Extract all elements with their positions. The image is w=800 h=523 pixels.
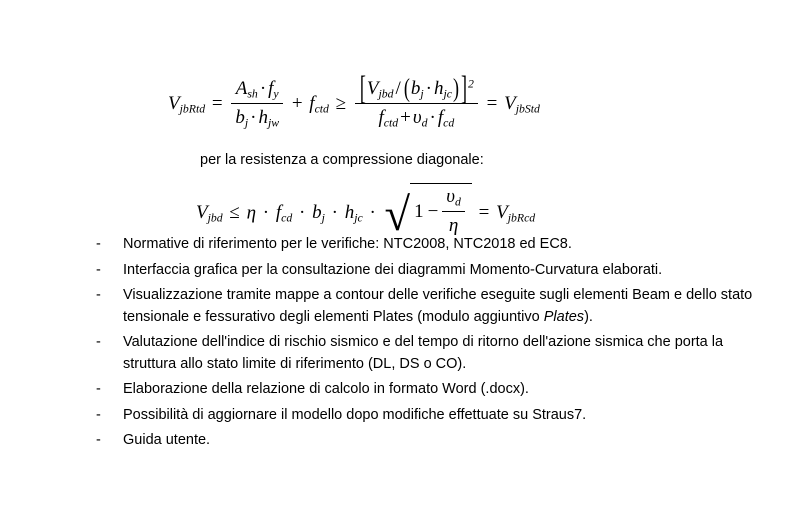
eq1-plus: + [291, 93, 303, 115]
eq2-bj: $b_j$ [312, 202, 325, 225]
eq1-fraction-2 [355, 69, 478, 131]
eq2-dot4: · [369, 202, 376, 224]
list-item [96, 332, 756, 375]
equation-joint-shear-resistance [168, 69, 540, 132]
sqrt-icon: √ [384, 190, 411, 242]
list-item-text-segment: Valutazione dell'indice di rischio sismico e del tempo di ritorno dell'azione sismica che porta la struttura allo stato limite di riferimento (DL, DS o CO). [123, 334, 724, 372]
eq2-dot2: · [299, 202, 306, 224]
list-item-text [123, 260, 756, 282]
list-item-marker: - [96, 261, 101, 278]
list-item-text [123, 379, 756, 401]
list-item [96, 405, 756, 427]
eq2-fraction-numerator: $\upsilon_d$ [442, 185, 465, 212]
eq2-fraction-denominator: η [448, 215, 459, 237]
eq2-sqrt-body: 1 − $\frac{\upsilon_d}{\eta}$ [410, 183, 472, 239]
list-item-marker: - [96, 432, 101, 448]
eq2-leq: ≤ [229, 202, 240, 224]
list-item-text-segment: Guida utente. [123, 432, 211, 448]
eq1-fraction-1-denominator: $b_j \cdot h_{jw}$ [235, 107, 280, 130]
eq2-eta: η [246, 202, 257, 224]
list-item-text [123, 405, 756, 427]
list-item-text-segment: ). [584, 308, 593, 325]
list-item-text [123, 332, 756, 375]
eq2-hjc: $h_{jc}$ [344, 202, 363, 225]
eq2-lhs: $V_{jbd}$ [196, 202, 223, 225]
list-item-marker: - [96, 287, 101, 303]
eq1-fctd: $f_{ctd}$ [309, 93, 329, 116]
list-item-text [123, 430, 756, 452]
list-item [96, 260, 756, 282]
list-item [96, 379, 756, 401]
equation-caption: per la resistenza a compressione diagonale: [200, 152, 484, 168]
list-item [96, 234, 756, 256]
list-item-text [123, 285, 756, 328]
eq2-rhs: $V_{jbRcd}$ [496, 202, 536, 225]
list-item-marker: - [96, 334, 101, 350]
eq1-fraction-2-denominator: $f_{ctd} + \upsilon_d \cdot f_{cd}$ [378, 107, 455, 130]
list-item-text-segment: Interfaccia grafica per la consultazione dei diagrammi Momento-Curvatura elaborati. [123, 261, 663, 278]
list-item-marker: - [96, 381, 101, 397]
eq1-fraction-1-numerator: $A_{sh} \cdot f_y$ [231, 77, 283, 104]
feature-list [96, 234, 756, 456]
list-item-text-emphasis: Plates [543, 308, 585, 325]
list-item-text-segment: Visualizzazione tramite mappe a contour delle verifiche eseguite sugli elementi Beam e dello stato tensionale e fessurativo degli elementi Plates (modulo aggiuntivo [123, 287, 753, 325]
eq1-lhs: $V_{jbRtd}$ [168, 93, 206, 116]
eq2-fcd: $f_{cd}$ [275, 202, 293, 225]
eq1-equals-last: = [486, 93, 498, 115]
list-item-marker: - [96, 236, 101, 252]
eq1-equals-first: = [211, 93, 223, 115]
list-item-marker: - [96, 406, 101, 423]
eq2-dot3: · [331, 202, 338, 224]
list-item-text [123, 234, 756, 256]
list-item-text-segment: Possibilità di aggiornare il modello dopo modifiche effettuate su Straus7. [123, 406, 587, 423]
eq1-rhs: $V_{jbStd}$ [504, 93, 540, 116]
eq1-geq: ≥ [335, 93, 347, 115]
list-item [96, 430, 756, 452]
eq2-equals: = [478, 202, 490, 224]
eq1-fraction-1 [231, 77, 283, 131]
eq2-fraction [442, 185, 465, 238]
list-item [96, 285, 756, 328]
eq2-dot1: · [262, 202, 270, 224]
eq1-fraction-2-numerator: [$V_{jbd} / (b_j \cdot h_{jc})$ ]$^2$ [355, 77, 478, 104]
list-item-text-segment: Elaborazione della relazione di calcolo in formato Word (.docx). [123, 381, 529, 397]
list-item-text-segment: Normative di riferimento per le verifiche: NTC2008, NTC2018 ed EC8. [123, 236, 572, 252]
